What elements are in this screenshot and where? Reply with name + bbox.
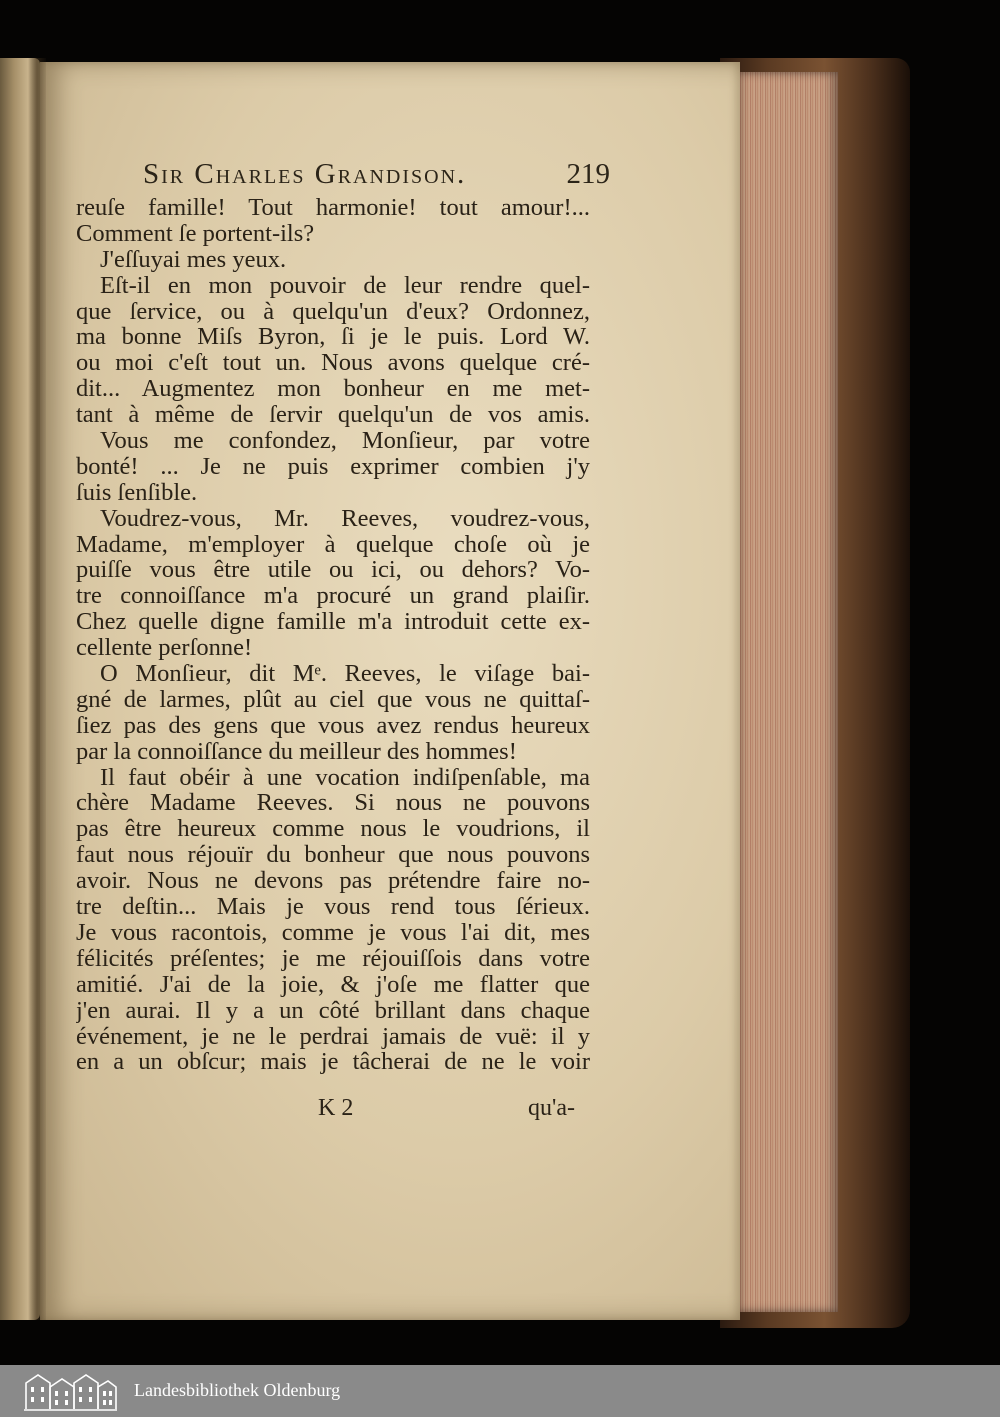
- text-line: gné de larmes, plût au ciel que vous ne quittaſ-: [76, 686, 590, 713]
- signature-mark: K 2: [318, 1095, 354, 1121]
- text-line: chère Madame Reeves. Si nous ne pouvons: [76, 790, 590, 817]
- text-line: J'eſſuyai mes yeux.: [100, 246, 287, 273]
- library-building-icon: [22, 1369, 118, 1413]
- text-line: puiſſe vous être utile ou ici, ou dehors? Vo-: [76, 557, 590, 584]
- running-head: Sir Charles Grandison.: [143, 158, 467, 190]
- text-line: bonté! ... Je ne puis exprimer combien j'y: [76, 453, 590, 480]
- text-line: ſuis ſenſible.: [76, 479, 198, 506]
- text-line: Madame, m'employer à quelque choſe où je: [76, 531, 590, 558]
- text-line: Comment ſe portent-ils?: [76, 220, 315, 247]
- text-line: ou moi c'eſt tout un. Nous avons quelque cré-: [76, 350, 590, 377]
- page-block-edges: [736, 72, 838, 1312]
- text-line: dit... Augmentez mon bonheur en me met-: [76, 376, 590, 403]
- text-line: avoir. Nous ne devons pas prétendre faire no-: [76, 868, 590, 895]
- text-line: Vous me confondez, Monſieur, par votre: [100, 428, 590, 454]
- text-line: faut nous réjouïr du bonheur que nous pouvons: [76, 842, 590, 869]
- text-line: tant à même de ſervir quelqu'un de vos amis.: [76, 402, 590, 429]
- catchword: qu'a-: [528, 1095, 575, 1121]
- text-line: ma bonne Miſs Byron, ſi je le puis. Lord W.: [76, 324, 590, 351]
- footer-bar: [0, 1365, 1000, 1417]
- page-number: 219: [566, 158, 610, 190]
- text-line: amitié. J'ai de la joie, & j'oſe me flatter que: [76, 971, 590, 998]
- text-line: pas être heureux comme nous le voudrions, il: [76, 816, 590, 843]
- footer-library-name: Landesbibliothek Oldenburg: [134, 1380, 341, 1400]
- text-line: ſiez pas des gens que vous avez rendus heureux: [76, 712, 590, 739]
- text-line: cellente perſonne!: [76, 635, 253, 662]
- text-line: félicités préſentes; je me réjouiſſois dans votre: [76, 945, 590, 972]
- text-line: Je vous racontois, comme je vous l'ai dit, mes: [76, 919, 590, 946]
- text-line: événement, je ne le perdrai jamais de vuë: il y: [76, 1023, 590, 1050]
- text-line: Chez quelle digne famille m'a introduit cette ex-: [76, 609, 590, 636]
- text-line: en a un obſcur; mais je tâcherai de ne le voir: [76, 1049, 590, 1076]
- text-line: Voudrez-vous, Mr. Reeves, voudrez-vous,: [100, 505, 590, 532]
- text-line: O Monſieur, dit Mᵉ. Reeves, le viſage bai-: [100, 661, 590, 687]
- text-line: que ſervice, ou à quelqu'un d'eux? Ordonnez,: [76, 298, 590, 325]
- text-line: Eſt-il en mon pouvoir de leur rendre quel-: [100, 272, 590, 299]
- text-line: par la connoiſſance du meilleur des hommes!: [76, 738, 517, 765]
- text-line: tre deſtin... Mais je vous rend tous ſérieux.: [76, 894, 590, 920]
- text-line: tre connoiſſance m'a procuré un grand plaiſir.: [76, 583, 590, 610]
- body-text: [76, 195, 590, 1075]
- text-line: j'en aurai. Il y a un côté brillant dans chaque: [76, 997, 590, 1024]
- text-line: Il faut obéir à une vocation indiſpenſable, ma: [100, 764, 590, 791]
- text-line: reuſe famille! Tout harmonie! tout amour!...: [76, 195, 590, 221]
- page-gutter: [28, 58, 46, 1320]
